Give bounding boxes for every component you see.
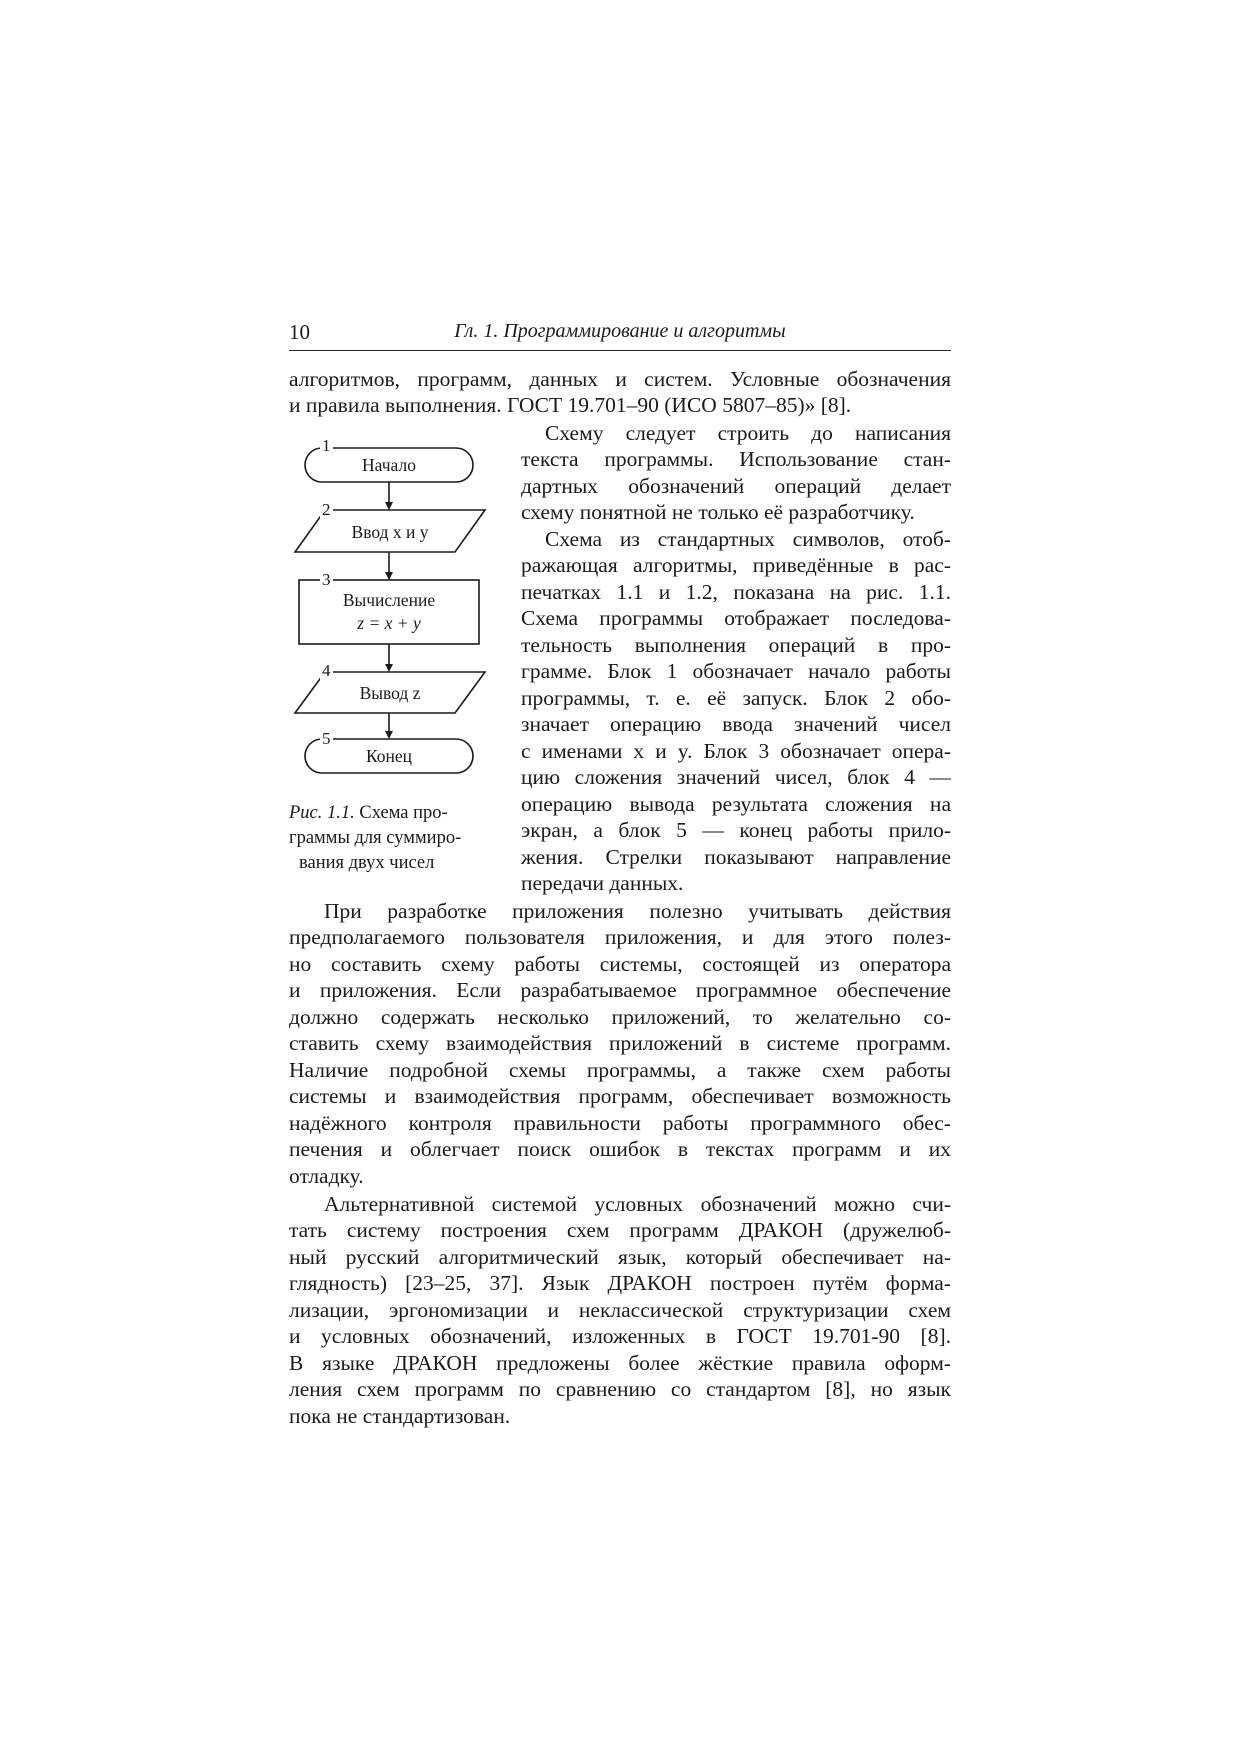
text-line: лизации, эргономизации и неклассической структуризации схем — [289, 1298, 951, 1322]
arrowhead — [385, 502, 393, 510]
text-line: но составить схему работы системы, состоящей из оператора — [289, 952, 951, 976]
text-line: предполагаемого пользователя приложения, и для этого полез- — [289, 925, 951, 949]
text-line: В языке ДРАКОН предложены более жёсткие правила оформ- — [289, 1351, 951, 1375]
block-number: 5 — [322, 729, 331, 748]
text-line: с именами x и y. Блок 3 обозначает опера- — [521, 739, 951, 763]
text-line: Наличие подробной схемы программы, а также схем работы — [289, 1058, 951, 1082]
figure-caption-line: граммы для суммиро- — [289, 828, 462, 848]
chapter-title: Гл. 1. Программирование и алгоритмы — [454, 320, 786, 342]
text-line: печатках 1.1 и 1.2, показана на рис. 1.1. — [521, 580, 951, 604]
text-line: Альтернативной системой условных обозначений можно счи- — [324, 1192, 951, 1216]
text-line: текста программы. Использование стан- — [521, 447, 951, 471]
text-line: и правила выполнения. ГОСТ 19.701–90 (ИСО 5807–85)» [8]. — [289, 393, 852, 417]
text-line: ставить схему взаимодействия приложений в системе программ. — [289, 1031, 951, 1055]
figure-caption-label: Рис. 1.1. — [289, 803, 355, 823]
text-line: отладку. — [289, 1164, 364, 1188]
text-line: системы и взаимодействия программ, обеспечивает возможность — [289, 1084, 951, 1108]
block-number: 3 — [322, 570, 331, 589]
text-line: грамме. Блок 1 обозначает начало работы — [521, 659, 951, 683]
text-line: ный русский алгоритмический язык, который обеспечивает на- — [289, 1245, 951, 1269]
block-label: Вычисление — [342, 590, 436, 610]
arrowhead — [385, 572, 393, 580]
flowchart-figure — [285, 436, 500, 780]
page-number: 10 — [289, 320, 310, 344]
figure-caption-line — [289, 801, 448, 826]
text-line: ражающая алгоритмы, приведённые в рас- — [521, 553, 951, 577]
text-line: и приложения. Если разрабатываемое программное обеспечение — [289, 978, 951, 1002]
text-line: тельность выполнения операций в про- — [521, 633, 951, 657]
block-number: 4 — [322, 661, 331, 680]
text-line: экран, а блок 5 — конец работы прило- — [521, 818, 951, 842]
text-line: дартных обозначений операций делает — [521, 474, 951, 498]
text-line: Схему следует строить до написания — [545, 421, 951, 445]
text-line: алгоритмов, программ, данных и систем. Условные обозначения — [289, 367, 951, 391]
text-line: надёжного контроля правильности работы программного обес- — [289, 1111, 951, 1135]
text-line: и условных обозначений, изложенных в ГОСТ 19.701-90 [8]. — [289, 1324, 951, 1348]
arrowhead — [385, 731, 393, 739]
text-line: пока не стандартизован. — [289, 1404, 511, 1428]
text-line: значает операцию ввода значений чисел — [521, 712, 951, 736]
running-head — [289, 320, 951, 351]
arrowhead — [385, 664, 393, 672]
text-line: жения. Стрелки показывают направление — [521, 845, 951, 869]
text-line: ления схем программ по сравнению со стандартом [8], но язык — [289, 1377, 951, 1401]
text-line: При разработке приложения полезно учитывать действия — [324, 899, 951, 923]
block-label: Конец — [365, 746, 413, 766]
block-label: Начало — [362, 455, 416, 475]
text-line: программы, т. е. её запуск. Блок 2 обо- — [521, 686, 951, 710]
figure-caption-line: вания двух чисел — [299, 853, 435, 873]
text-line: должно содержать несколько приложений, то желательно со- — [289, 1005, 951, 1029]
text-line: печения и облегчает поиск ошибок в текстах программ и их — [289, 1137, 951, 1161]
text-line: цию сложения значений чисел, блок 4 — — [521, 765, 951, 789]
text-line: передачи данных. — [521, 871, 684, 895]
block-label: Ввод x и y — [351, 522, 429, 542]
text-line: Схема программы отображает последова- — [521, 606, 951, 630]
block-formula: z = x + y — [357, 613, 421, 633]
block-number: 2 — [322, 500, 331, 519]
block-number: 1 — [322, 436, 331, 455]
text-line: схему понятной не только её разработчику. — [521, 500, 915, 524]
text-line: Схема из стандартных символов, отоб- — [545, 527, 951, 551]
block-label: Вывод z — [359, 683, 421, 703]
figure-caption-text: Схема про- — [359, 803, 448, 823]
text-line: глядность) [23–25, 37]. Язык ДРАКОН построен путём форма- — [289, 1271, 951, 1295]
text-line: операцию вывода результата сложения на — [521, 792, 951, 816]
text-line: тать систему построения схем программ ДРАКОН (дружелюб- — [289, 1218, 951, 1242]
